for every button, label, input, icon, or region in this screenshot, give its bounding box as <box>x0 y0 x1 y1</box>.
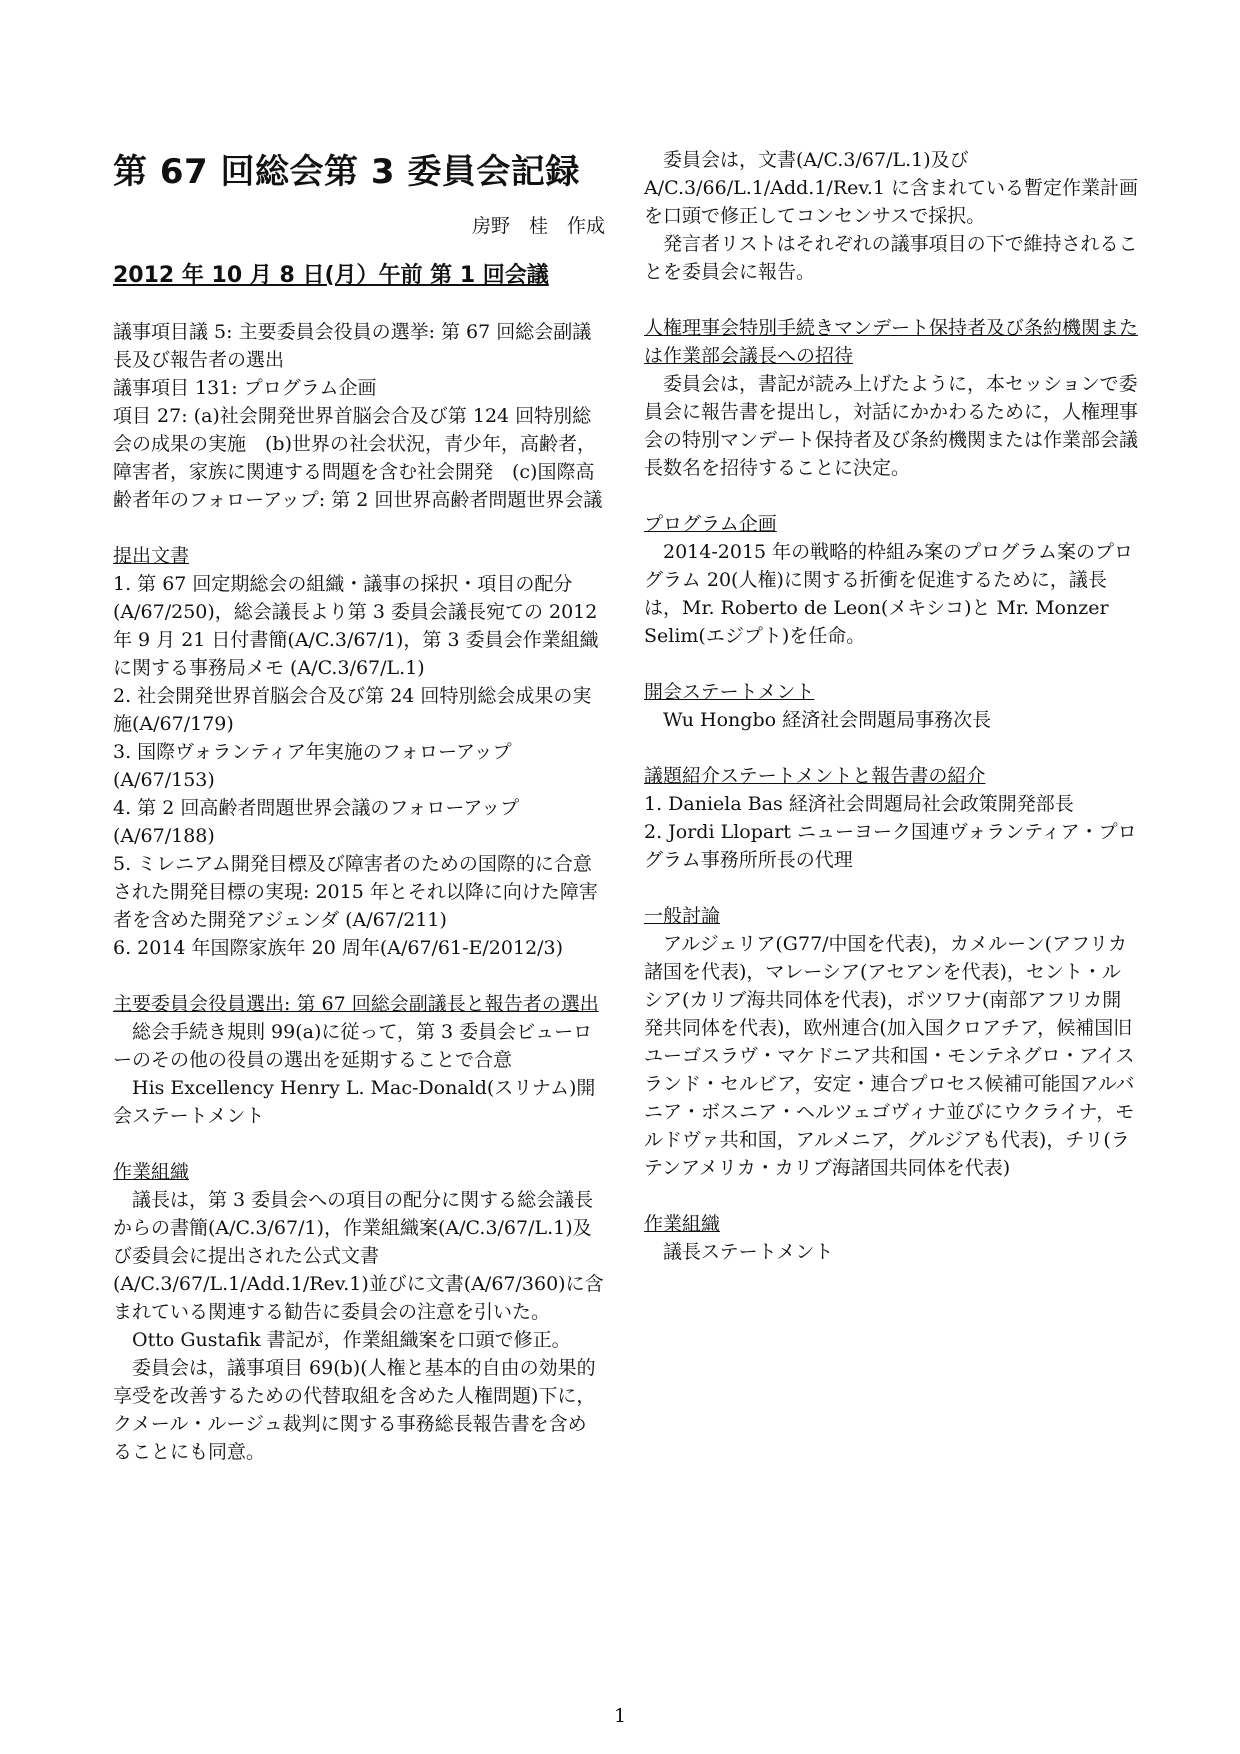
organization-section-2 <box>644 1210 1138 1266</box>
document-item: 3. 国際ヴォランティア年実施のフォローアップ (A/67/153) <box>113 741 512 791</box>
paragraph: 議長ステートメント <box>663 1241 834 1263</box>
submitted-documents-section <box>113 542 605 962</box>
paragraph: Otto Gustafik 書記が，作業組織案を口頭で修正。 <box>132 1329 571 1351</box>
agenda-item: 議事項目 131: プログラム企画 <box>113 377 377 399</box>
left-column <box>113 150 605 1494</box>
paragraph: 委員会は，文書(A/C.3/67/L.1)及び A/C.3/66/L.1/Add.1/Rev.1 に含まれている暫定作業計画を口頭で修正してコンセンサスで採択。 <box>644 149 1139 227</box>
agenda-item: 議事項目議 5: 主要委員会役員の選挙: 第 67 回総会副議長及び報告者の選出 <box>113 321 592 371</box>
document-item: 4. 第 2 回高齢者問題世界会議のフォローアップ (A/67/188) <box>113 797 520 847</box>
section-heading: 主要委員会役員選出: 第 67 回総会副議長と報告者の選出 <box>113 993 599 1015</box>
agenda-item: 項目 27: (a)社会開発世界首脳会合及び第 124 回特別総会の成果の実施 (b)世界の社会状況，青少年，高齢者，障害者，家族に関連する問題を含む社会開発 (c)国際高齢者年のフォローアップ: 第 2 回世界高齢者問題世界会議 <box>113 405 603 511</box>
paragraph: 委員会は，書記が読み上げたように，本セッションで委員会に報告書を提出し，対話にかかわるために，人権理事会の特別マンデート保持者及び条約機関または作業部会議長数名を招待することに決定。 <box>644 373 1139 479</box>
program-section <box>644 510 1138 650</box>
paragraph: Wu Hongbo 経済社会問題局事務次長 <box>663 709 992 731</box>
list-item: 2. Jordi Llopart ニューヨーク国連ヴォランティア・プログラム事務所所長の代理 <box>644 821 1137 871</box>
paragraph: His Excellency Henry L. Mac-Donald(スリナム)開会ステートメント <box>113 1077 596 1127</box>
election-section <box>113 990 605 1130</box>
section-heading: 一般討論 <box>644 905 721 927</box>
list-item: 1. Daniela Bas 経済社会問題局社会政策開発部長 <box>644 793 1074 815</box>
section-heading: 人権理事会特別手続きマンデート保持者及び条約機関または作業部会議長への招待 <box>644 317 1139 367</box>
agenda-items <box>113 318 605 514</box>
section-heading: 作業組織 <box>644 1213 721 1235</box>
document-item: 5. ミレニアム開発目標及び障害者のための国際的に合意された開発目標の実現: 2015 年とそれ以降に向けた障害者を含めた開発アジェンダ (A/67/211) <box>113 853 598 931</box>
section-heading: 議題紹介ステートメントと報告書の紹介 <box>644 765 986 787</box>
paragraph: アルジェリア(G77/中国を代表)，カメルーン(アフリカ諸国を代表)，マレーシア(アセアンを代表)，セント・ルシア(カリブ海共同体を代表)，ボツワナ(南部アフリカ開発共同体を代表)，欧州連合(加入国クロアチア，候補国旧ユーゴスラヴ・マケドニア共和国・モンテネグロ・アイスランド・セルビア，安定・連合プロセス候補可能国アルバニア・ボスニア・ヘルツェゴヴィナ並びにウクライナ，モルドヴァ共和国，アルメニア，グルジアも代表)，チリ(ラテンアメリカ・カリブ海諸国共同体を代表) <box>644 933 1135 1179</box>
document-title: 第 67 回総会第 3 委員会記録 <box>113 152 580 192</box>
paragraph: 総会手続き規則 99(a)に従って，第 3 委員会ビューローのその他の役員の選出を延期することで合意 <box>113 1021 593 1071</box>
section-heading: プログラム企画 <box>644 513 777 535</box>
opening-section <box>644 678 1138 734</box>
section-heading: 提出文書 <box>113 545 190 567</box>
invitation-section <box>644 314 1138 482</box>
right-column <box>644 146 1138 1294</box>
paragraph: 発言者リストはそれぞれの議事項目の下で維持されることを委員会に報告。 <box>644 233 1138 283</box>
paragraph: 議長は，第 3 委員会への項目の配分に関する総会議長からの書簡(A/C.3/67/1)，作業組織案(A/C.3/67/L.1)及び委員会に提出された公式文書(A/C.3/67/L.1/Add.1/Rev.1)並びに文書(A/67/360)に含まれている関連する勧告に委員会の注意を引いた。 <box>113 1189 604 1323</box>
document-item: 6. 2014 年国際家族年 20 周年(A/67/61-E/2012/3) <box>113 937 564 959</box>
paragraph: 委員会は，議事項目 69(b)(人権と基本的自由の効果的享受を改善するための代替取組を含めた人権問題)下に，クメール・ルージュ裁判に関する事務総長報告書を含めることにも同意。 <box>113 1357 596 1463</box>
paragraph: 2014-2015 年の戦略的枠組み案のプログラム案のプログラム 20(人権)に関する折衝を促進するために，議長は，Mr. Roberto de Leon(メキシコ)と Mr. Monzer Selim(エジプト)を任命。 <box>644 541 1133 647</box>
document-item: 2. 社会開発世界首脳会合及び第 24 回特別総会成果の実施(A/67/179) <box>113 685 592 735</box>
section-heading: 作業組織 <box>113 1161 190 1183</box>
introduction-section <box>644 762 1138 874</box>
page-number: 1 <box>613 1705 627 1727</box>
organization-continued <box>644 146 1138 286</box>
session-heading: 2012 年 10 月 8 日(月）午前 第 1 回会議 <box>113 263 549 288</box>
author-line: 房野 桂 作成 <box>471 215 605 237</box>
general-debate-section <box>644 902 1138 1182</box>
document-item: 1. 第 67 回定期総会の組織・議事の採択・項目の配分(A/67/250)，総会議長より第 3 委員会議長宛ての 2012 年 9 月 21 日付書簡(A/C.3/67/1)，第 3 委員会作業組織に関する事務局メモ (A/C.3/67/L.1) <box>113 573 599 679</box>
section-heading: 開会ステートメント <box>644 681 815 703</box>
organization-section <box>113 1158 605 1466</box>
